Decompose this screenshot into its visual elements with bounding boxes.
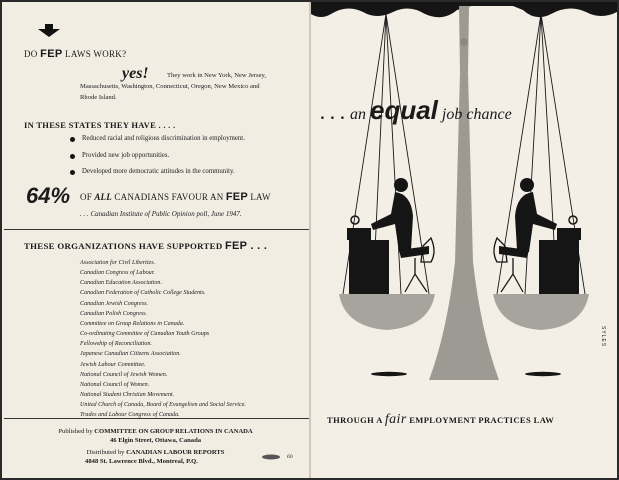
- tagline-tail: EMPLOYMENT PRACTICES LAW: [409, 415, 555, 425]
- flyer: [2, 2, 617, 478]
- left-shadow: [371, 372, 407, 376]
- question-fep: FEP: [40, 48, 63, 60]
- divider: [4, 229, 309, 230]
- work-line-2: Massachusetts, Washington, Connecticut, Oregon, New Mexico and: [80, 83, 260, 90]
- scales-illustration: [311, 2, 617, 478]
- bullet-item: Provided new job opportunities.: [82, 152, 170, 159]
- headline-an: an: [350, 106, 366, 123]
- headline-equal: equal: [370, 95, 438, 125]
- organization-item: National Council of Women.: [80, 381, 150, 388]
- organization-item: Committee on Group Relations in Canada.: [80, 320, 185, 327]
- left-scale-pan: [339, 294, 435, 330]
- organization-item: Canadian Jewish Congress.: [80, 300, 148, 307]
- left-typist-figure: [347, 178, 434, 294]
- organization-item: National Student Christian Movement.: [80, 392, 175, 399]
- union-number: 60: [287, 455, 293, 460]
- artist-signature: SYLES: [600, 326, 606, 348]
- question-prefix: DO: [24, 49, 38, 59]
- left-panel: [2, 2, 309, 478]
- organization-item: United Church of Canada, Board of Evangelism and Social Service.: [80, 402, 246, 409]
- divider: [4, 418, 309, 419]
- distributed-prefix: Distributed by: [86, 449, 125, 456]
- bullet-item: Reduced racial and religious discrimination in employment.: [82, 135, 245, 142]
- percent-figure: 64%: [26, 183, 71, 208]
- work-lines: [80, 81, 300, 103]
- organization-item: Canadian Education Association.: [80, 280, 162, 287]
- tagline-fair: fair: [384, 412, 407, 427]
- tagline-through: THROUGH A: [327, 415, 383, 425]
- organization-item: Trades and Labour Congress of Canada.: [80, 412, 180, 419]
- scale-column: [429, 6, 499, 380]
- percent-body: CANADIANS FAVOUR AN: [114, 192, 224, 202]
- organization-item: Co-ordinating Committee of Canadian Youth Groups: [80, 331, 210, 338]
- organization-item: Canadian Congress of Labour.: [80, 270, 155, 277]
- percent-law: LAW: [250, 192, 271, 202]
- orgs-heading-text: THESE ORGANIZATIONS HAVE SUPPORTED: [24, 241, 223, 251]
- work-line-3: Rhode Island.: [80, 94, 117, 101]
- organization-item: Canadian Federation of Catholic College Students.: [80, 290, 206, 297]
- distributed-address: 4848 St. Lawrence Blvd., Montreal, P.Q.: [85, 458, 198, 465]
- organization-item: Association for Civil Liberties.: [80, 260, 156, 266]
- headline-dots: . . .: [321, 106, 346, 123]
- right-shadow: [525, 372, 561, 376]
- organization-item: Canadian Polish Congress.: [80, 310, 147, 317]
- percent-text: [80, 191, 271, 203]
- down-arrow-icon: [38, 24, 60, 38]
- yes-answer: yes!: [122, 65, 149, 82]
- organization-item: Japanese Canadian Citizens Association.: [80, 351, 181, 358]
- column-knob: [460, 38, 468, 46]
- organization-item: Fellowship of Reconciliation.: [80, 341, 152, 348]
- right-scale-pan: [493, 294, 589, 330]
- right-panel: [311, 2, 617, 478]
- percent-of: OF: [80, 192, 92, 202]
- tagline: [327, 412, 554, 428]
- work-line-1: They work in New York, New Jersey,: [167, 72, 267, 79]
- percent-all: ALL: [94, 192, 112, 202]
- published-by: [2, 428, 309, 435]
- published-address: 46 Elgin Street, Ottawa, Canada: [109, 437, 202, 444]
- orgs-heading: [24, 240, 267, 252]
- right-typist-figure: [494, 178, 581, 294]
- organization-item: Jewish Labour Committee.: [80, 361, 146, 368]
- headline-rest: job chance: [441, 106, 512, 123]
- published-prefix: Published by: [58, 428, 93, 435]
- published-org: COMMITTEE ON GROUP RELATIONS IN CANADA: [94, 428, 253, 435]
- organization-item: National Council of Jewish Women.: [80, 371, 168, 378]
- question-heading: [24, 48, 126, 60]
- headline: [321, 95, 611, 126]
- orgs-fep: FEP . . .: [225, 240, 268, 252]
- distributed-org: CANADIAN LABOUR REPORTS: [126, 449, 225, 456]
- percent-fep: FEP: [225, 191, 248, 203]
- poll-source: . . . Canadian Institute of Public Opinion poll, June 1947.: [80, 210, 242, 218]
- organization-list: [80, 258, 246, 421]
- states-heading: IN THESE STATES THEY HAVE . . . .: [24, 120, 176, 130]
- bullet-item: Developed more democratic attitudes in the community.: [82, 168, 235, 175]
- question-suffix: LAWS WORK?: [65, 49, 127, 59]
